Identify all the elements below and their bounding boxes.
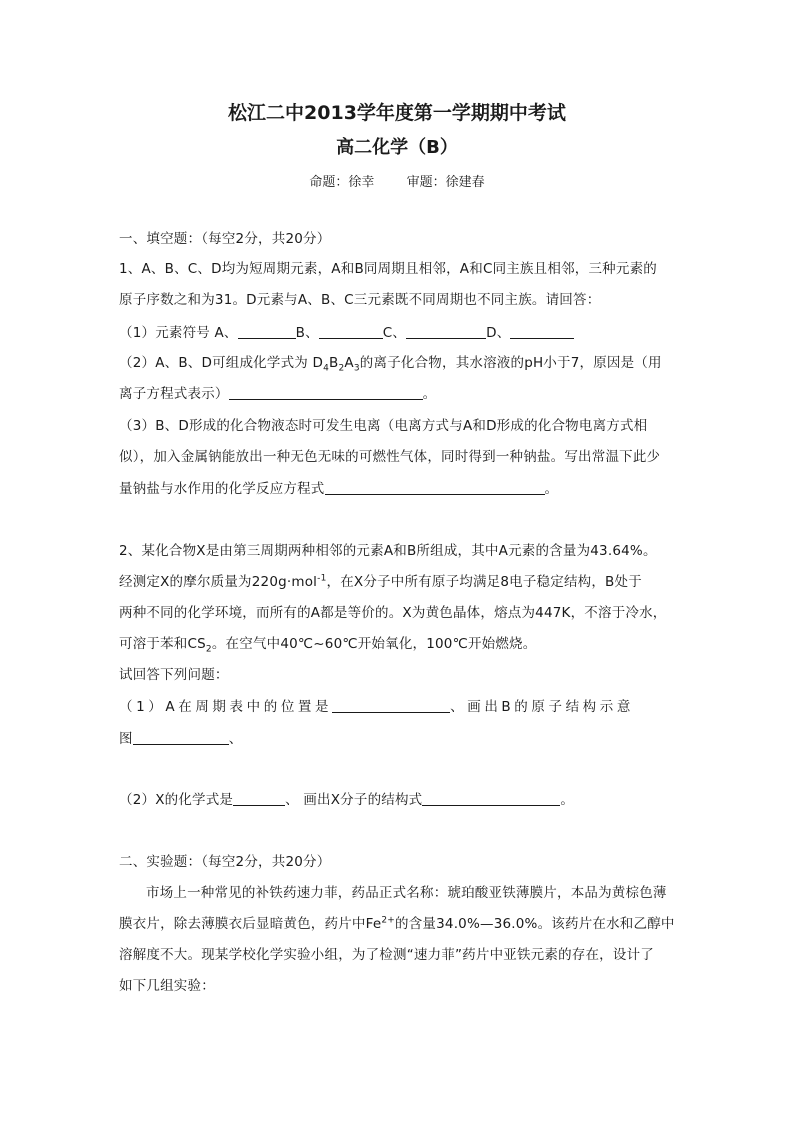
q2-part1-line1 [119, 696, 634, 718]
q2-stem-line1: 2、某化合物X是由第三周期两种相邻的元素A和B所组成，其中A元素的含量为43.64%。 [119, 543, 657, 559]
q2-stem-line4-a: 可溶于苯和CS [119, 636, 206, 652]
q2-stem-line2 [119, 571, 642, 593]
q1-part1-prefix: （1）元素符号 A、 [119, 325, 238, 341]
subscript: 4 [323, 363, 330, 374]
q1-part2-b: B [329, 355, 339, 371]
section2-line3: 溶解度不大。现某学校化学实验小组，为了检测“速力菲”药片中亚铁元素的存在，设计了 [119, 947, 654, 963]
period: 。 [560, 792, 575, 808]
q2-part1-text-b: 、画出B的原子结构示意 [450, 699, 634, 715]
q1-part3-line2: 似），加入金属钠能放出一种无色无味的可燃性气体，同时得到一种钠盐。写出常温下此少 [119, 449, 661, 465]
q2-stem-line4 [119, 633, 536, 655]
answer-blank-formula[interactable] [233, 791, 285, 806]
author-label: 命题：徐幸 [309, 175, 375, 190]
section2-line2-a: 膜衣片，除去薄膜衣后显暗黄色，药片中Fe [119, 916, 382, 932]
q1-part3-line1: （3）B、D形成的化合物液态时可发生电离（电离方式与A和D形成的化合物电离方式相 [119, 418, 648, 434]
q1-part1-d: D、 [486, 325, 511, 341]
q2-stem-line2-b: ，在X分子中所有原子均满足8电子稳定结构，B处于 [326, 574, 642, 590]
answer-blank-reaction-equation[interactable] [325, 480, 545, 495]
q2-part1-line2-text: 图 [119, 731, 133, 747]
q1-part2-text-b: 的离子化合物，其水溶液的pH小于7，原因是（用 [359, 355, 662, 371]
answer-blank-atomic-structure[interactable] [133, 730, 229, 745]
period: 。 [544, 481, 559, 497]
subscript: 2 [338, 363, 345, 374]
q1-part2-line2-text: 离子方程式表示） [119, 386, 229, 402]
superscript: 2+ [381, 915, 396, 926]
answer-blank-d[interactable] [510, 324, 574, 339]
q2-stem-line4-b: 。在空气中40℃~60℃开始氧化，100℃开始燃烧。 [211, 636, 537, 652]
exam-title: 松江二中2013学年度第一学期期中考试 [228, 102, 566, 124]
q1-stem-line2: 原子序数之和为31。D元素与A、B、C三元素既不同周期也不同主族。请回答： [119, 292, 601, 308]
section2-line2-b: 的含量34.0%—36.0%。该药片在水和乙醇中 [395, 916, 675, 932]
superscript: -1 [317, 573, 327, 584]
q1-stem-line1: 1、A、B、C、D均为短周期元素，A和B同周期且相邻，A和C同主族且相邻，三种元素的 [119, 261, 657, 277]
q1-part1-c: C、 [382, 325, 407, 341]
q1-part2-line1 [119, 352, 662, 374]
q1-part3-line3 [119, 478, 558, 500]
q1-part1 [119, 322, 574, 344]
q2-part2-text-a: （2）X的化学式是 [119, 792, 234, 808]
section2-line2 [119, 913, 675, 935]
subscript: 2 [205, 644, 212, 655]
q1-part2-text-a: （2）A、B、D可组成化学式为 D [119, 355, 324, 371]
q2-stem-line3: 两种不同的化学环境，而所有的A都是等价的。X为黄色晶体，熔点为447K，不溶于冷水， [119, 605, 667, 621]
section2-heading: 二、实验题：（每空2分，共20分） [119, 854, 331, 870]
exam-credits [0, 171, 794, 190]
period: 。 [422, 386, 437, 402]
answer-blank-period-position[interactable] [332, 698, 450, 713]
q2-part1-text-a: （1）A在周期表中的位置是 [119, 699, 333, 715]
section1-heading: 一、填空题：（每空2分，共20分） [119, 231, 331, 247]
q2-part2 [119, 789, 574, 811]
answer-blank-a[interactable] [238, 324, 296, 339]
q2-stem-line2-a: 经测定X的摩尔质量为220g·mol [119, 574, 318, 590]
answer-blank-ionic-equation[interactable] [229, 385, 423, 400]
subscript: 3 [353, 363, 360, 374]
answer-blank-structural-formula[interactable] [422, 791, 560, 806]
q2-part1-line2 [119, 728, 242, 750]
q1-part1-b: B、 [295, 325, 319, 341]
section2-line4: 如下几组实验： [119, 978, 215, 994]
q1-part2-a: A [344, 355, 354, 371]
q1-part3-line3-text: 量钠盐与水作用的化学反应方程式 [119, 481, 325, 497]
q2-ask: 试回答下列问题： [119, 667, 229, 683]
q2-part2-text-b: 、 画出X分子的结构式 [285, 792, 423, 808]
q1-part2-line2 [119, 383, 436, 405]
comma: 、 [228, 731, 243, 747]
answer-blank-b[interactable] [319, 324, 383, 339]
answer-blank-c[interactable] [406, 324, 486, 339]
section2-line1: 市场上一种常见的补铁药速力菲，药品正式名称：琥珀酸亚铁薄膜片，本品为黄棕色薄 [146, 885, 667, 901]
exam-subtitle: 高二化学（B） [336, 137, 458, 158]
reviewer-label: 审题：徐建春 [406, 175, 485, 190]
